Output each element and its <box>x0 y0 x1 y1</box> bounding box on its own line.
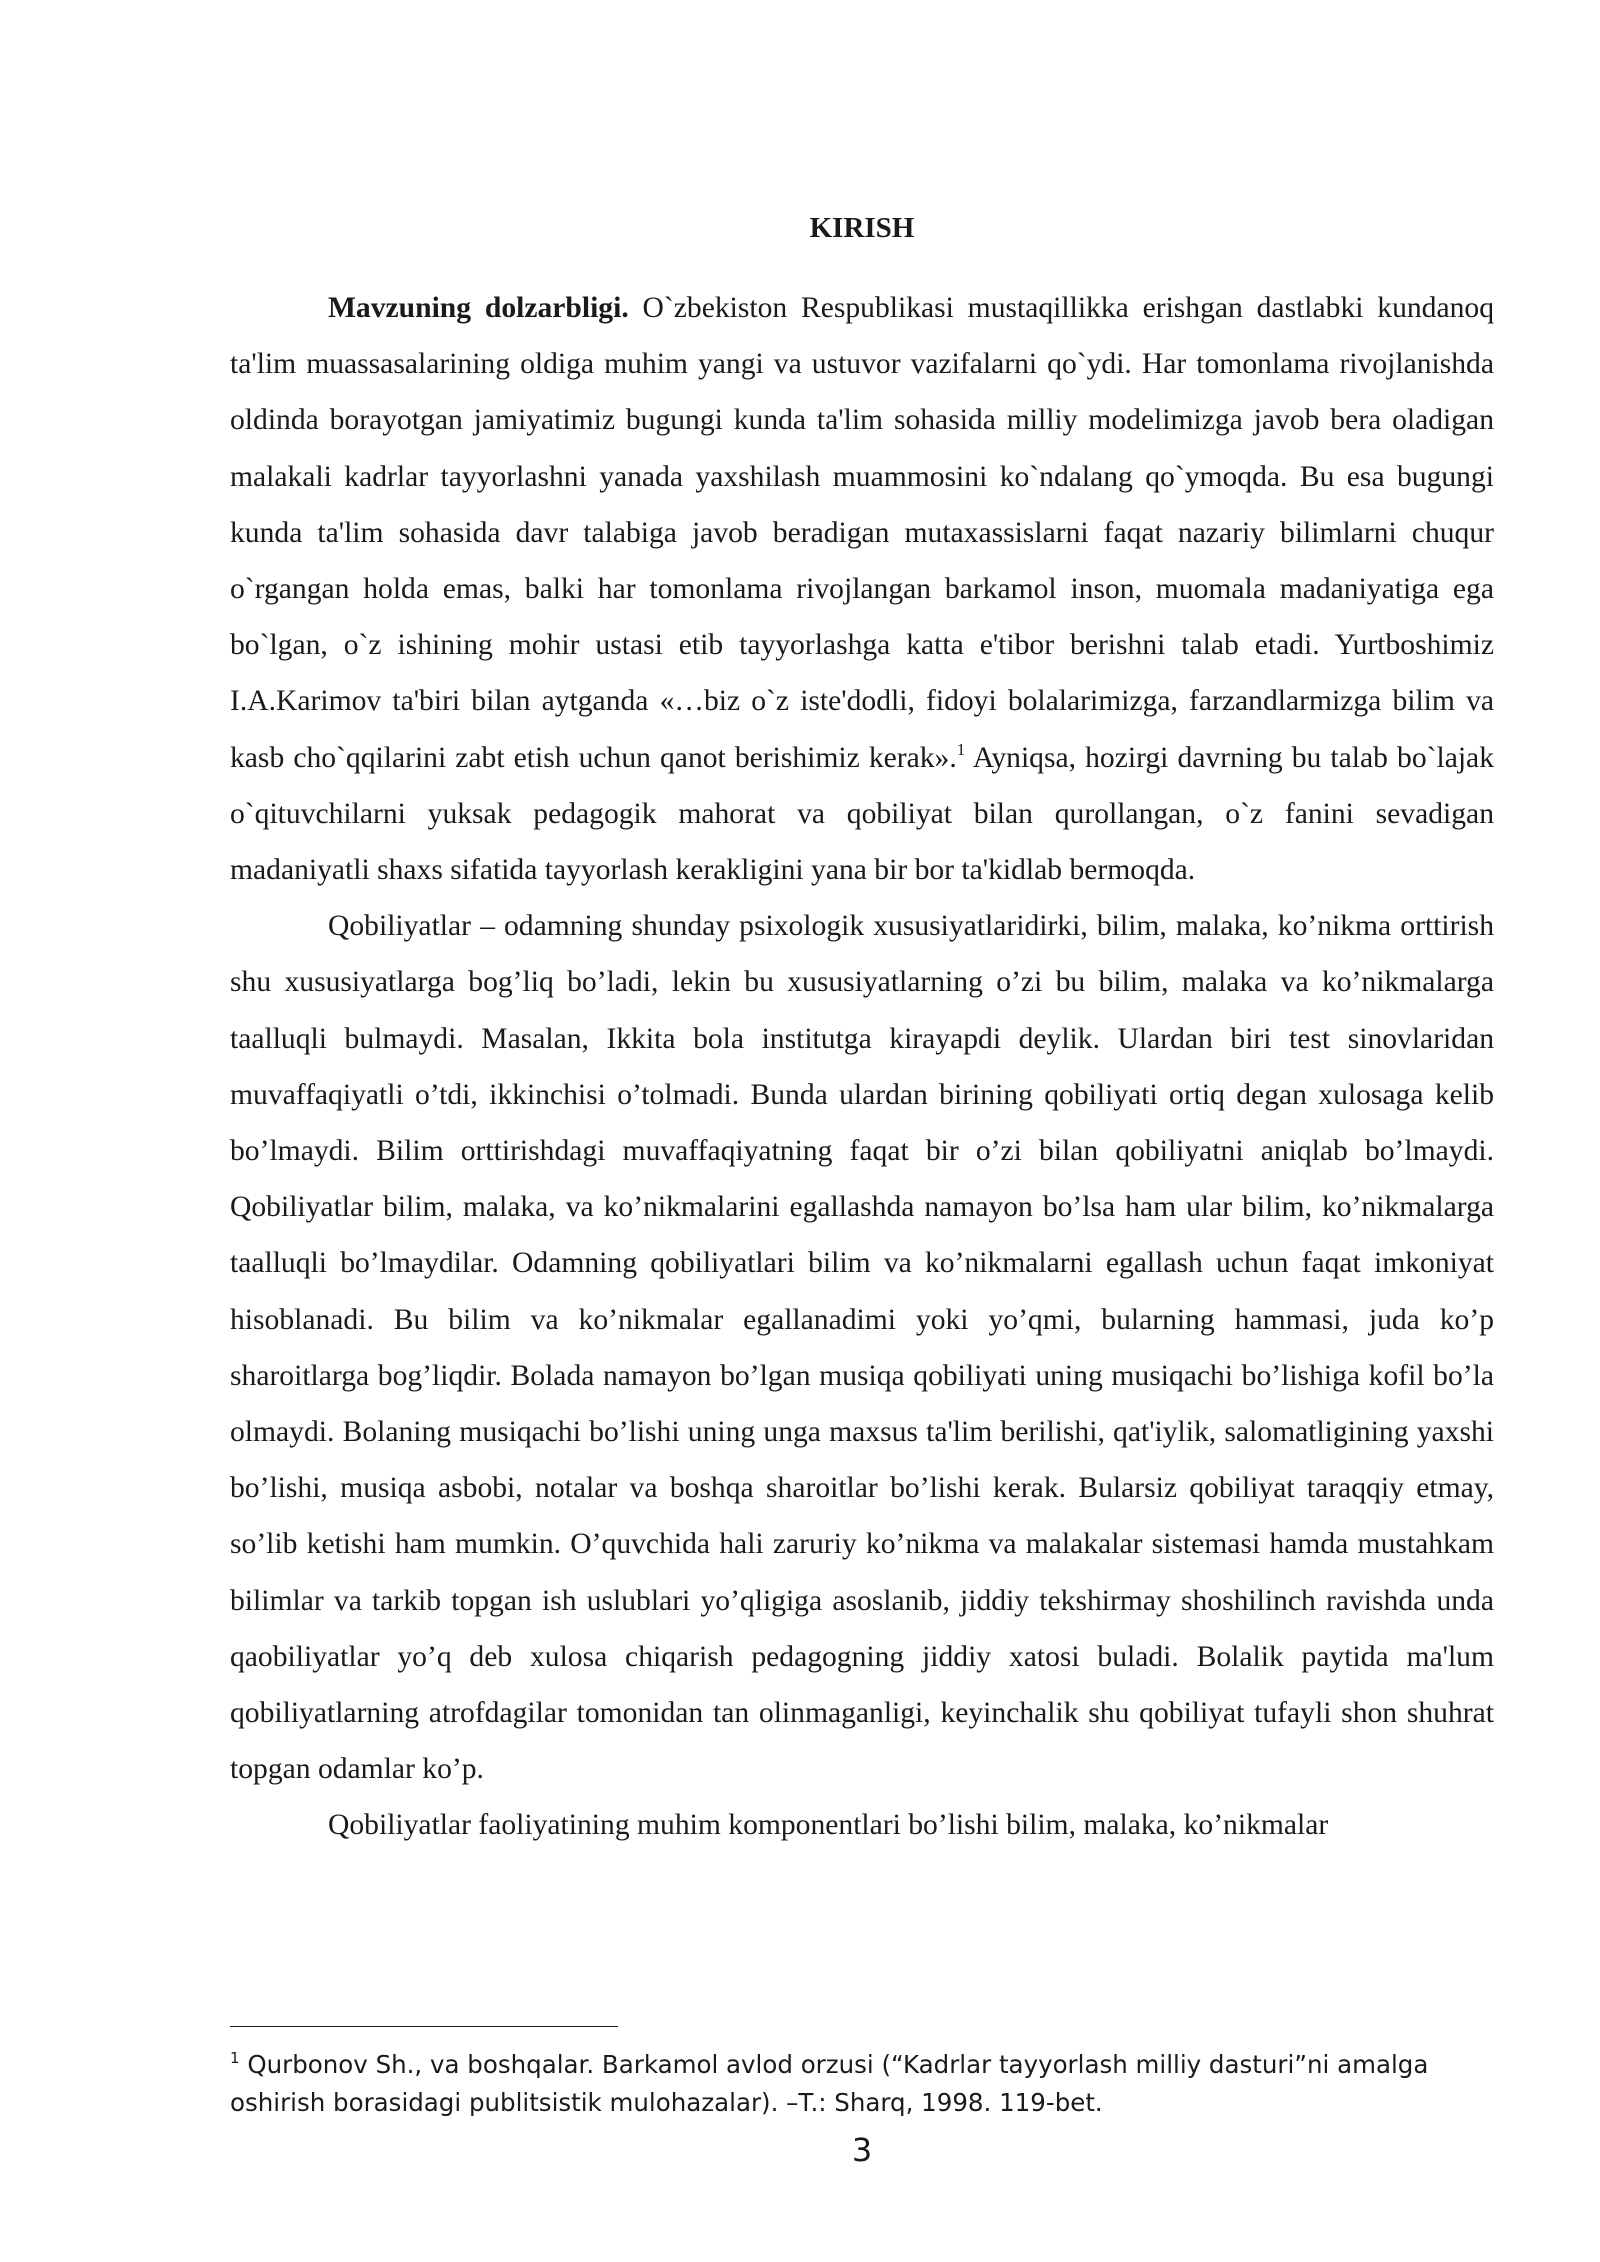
footnote-reference[interactable]: 1 <box>956 739 966 759</box>
section-lead-label: Mavzuning dolzarbligi. <box>328 292 629 324</box>
footnote-separator <box>230 2026 618 2027</box>
page-number: 3 <box>851 2131 873 2169</box>
paragraph-relevance <box>230 280 1494 898</box>
footnote-number: 1 <box>230 2049 240 2067</box>
body-text <box>230 280 1494 1854</box>
footnote-text: Qurbonov Sh., va boshqalar. Barkamol avlod orzusi (“Kadrlar tayyorlash milliy dasturi”ni amalga oshirish borasidagi publitsistik mulohazalar). –T.: Sharq, 1998. 119-bet. <box>230 2050 1429 2117</box>
paragraph-abilities: Qobiliyatlar – odamning shunday psixologik xususiyatlaridirki, bilim, malaka, ko’nikma orttirish shu xususiyatlarga bog’liq bo’ladi, lekin bu xususiyatlarning o’zi bu bilim, malaka va ko’nikmalarga taalluqli bulmaydi. Masalan, Ikkita bola institutga kirayapdi deylik. Ulardan biri test sinovlaridan muvaffaqiyatli o’tdi, ikkinchisi o’tolmadi. Bunda ulardan birining qobiliyati ortiq degan xulosaga kelib bo’lmaydi. Bilim orttirishdagi muvaffaqiyatning faqat bir o’zi bilan qobiliyatni aniqlab bo’lmaydi. Qobiliyatlar bilim, malaka, va ko’nikmalarini egallashda namayon bo’lsa ham ular bilim, ko’nikmalarga taalluqli bo’lmaydilar. Odamning qobiliyatlari bilim va ko’nikmalarni egallash uchun faqat imkoniyat hisoblanadi. Bu bilim va ko’nikmalar egallanadimi yoki yo’qmi, bularning hammasi, juda ko’p sharoitlarga bog’liqdir. Bolada namayon bo’lgan musiqa qobiliyati uning musiqachi bo’lishiga kofil bo’la olmaydi. Bolaning musiqachi bo’lishi uning unga maxsus ta'lim berilishi, qat'iylik, salomatligining yaxshi bo’lishi, musiqa asbobi, notalar va boshqa sharoitlar bo’lishi kerak. Bularsiz qobiliyat taraqqiy etmay, so’lib ketishi ham mumkin. O’quvchida hali zaruriy ko’nikma va malakalar sistemasi hamda mustahkam bilimlar va tarkib topgan ish uslublari yo’qligiga asoslanib, jiddiy tekshirmay shoshilinch ravishda unda qaobiliyatlar yo’q deb xulosa chiqarish pedagogning jiddiy xatosi buladi. Bolalik paytida ma'lum qobiliyatlarning atrofdagilar tomonidan tan olinmaganligi, keyinchalik shu qobiliyat tufayli shon shuhrat topgan odamlar ko’p. <box>230 910 1494 1786</box>
footnote <box>230 2046 1494 2122</box>
page-title: KIRISH <box>809 212 915 244</box>
paragraph-text: Ayniqsa, hozirgi davrning bu talab bo`lajak o`qituvchilarni yuksak pedagogik mahorat va qobiliyat bilan qurollangan, o`z fanini sevadigan madaniyatli shaxs sifatida tayyorlash kerakligini yana bir bor ta'kidlab bermoqda. <box>230 741 1494 887</box>
paragraph-text: O`zbekiston Respublikasi mustaqillikka erishgan dastlabki kundanoq ta'lim muassasalarining oldiga muhim yangi va ustuvor vazifalarni qo`ydi. Har tomonlama rivojlanishda oldinda borayotgan jamiyatimiz bugungi kunda ta'lim sohasida milliy modelimizga javob bera oladigan malakali kadrlar tayyorlashni yanada yaxshilash muammosini ko`ndalang qo`ymoqda. Bu esa bugungi kunda ta'lim sohasida davr talabiga javob beradigan mutaxassislarni faqat nazariy bilimlarni chuqur o`rgangan holda emas, balki har tomonlama rivojlangan barkamol inson, muomala madaniyatiga ega bo`lgan, o`z ishining mohir ustasi etib tayyorlashga katta e'tibor berishni talab etadi. Yurtboshimiz I.A.Karimov ta'biri bilan aytganda «…biz o`z iste'dodli, fidoyi bolalarimizga, farzandlarmizga bilim va kasb cho`qqilarini zabt etish uchun qanot berishimiz kerak». <box>230 292 1494 774</box>
paragraph-components: Qobiliyatlar faoliyatining muhim komponentlari bo’lishi bilim, malaka, ko’nikmalar <box>328 1809 1329 1842</box>
